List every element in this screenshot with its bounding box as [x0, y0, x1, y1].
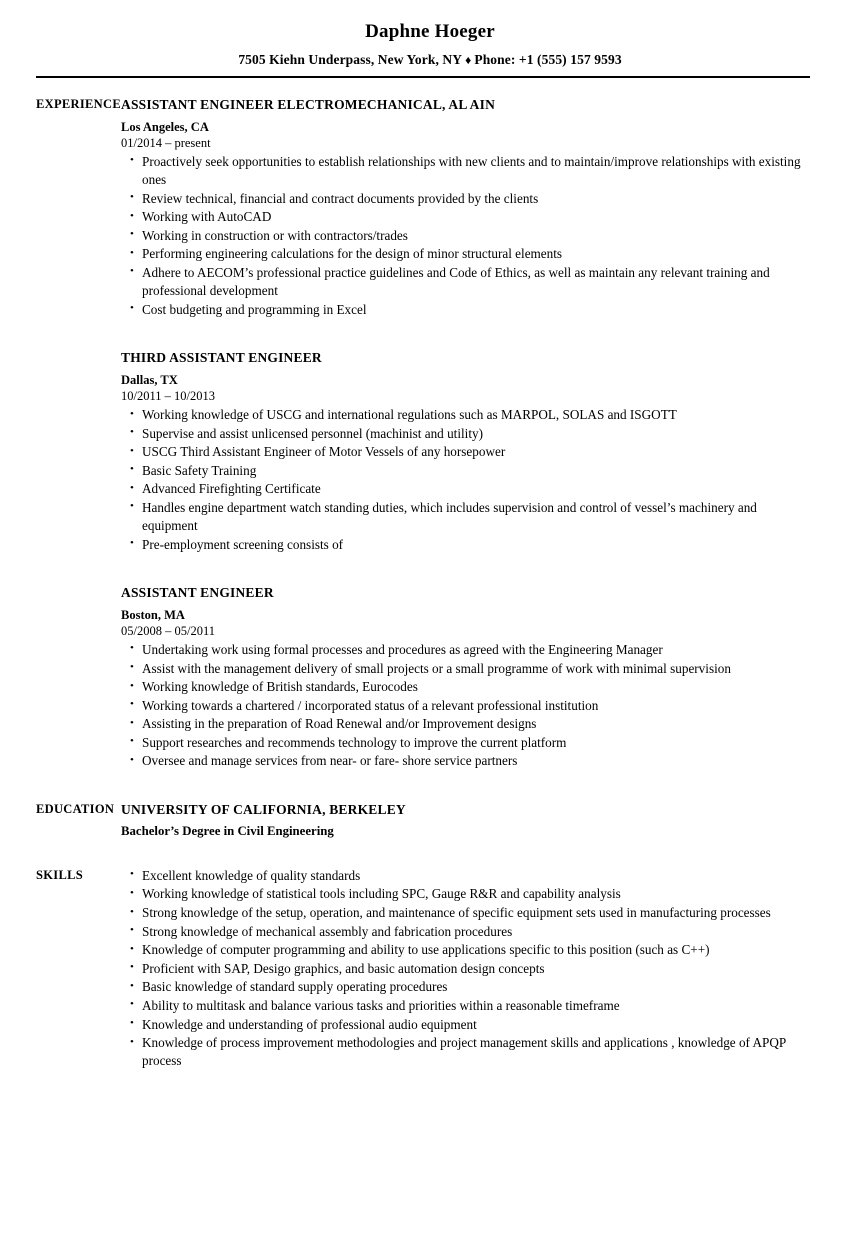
list-item: • Pre-employment screening consists of	[121, 536, 810, 554]
job-title: ASSISTANT ENGINEER	[121, 584, 274, 600]
list-item: • Working towards a chartered / incorporated status of a relevant professional institution	[121, 697, 810, 715]
list-item: • Assist with the management delivery of small projects or a small programme of work with minimal supervision	[121, 660, 810, 678]
job-location: Dallas, TX	[121, 372, 178, 387]
list-item: • Ability to multitask and balance various tasks and priorities within a reasonable timeframe	[121, 997, 810, 1015]
skills-list	[121, 867, 810, 1070]
list-item: • Supervise and assist unlicensed personnel (machinist and utility)	[121, 425, 810, 443]
job-dates: 10/2011 – 10/2013	[121, 389, 215, 404]
job-dates: 05/2008 – 05/2011	[121, 624, 215, 639]
experience-section	[0, 96, 860, 771]
skills-body	[121, 867, 860, 1071]
list-item: • Adhere to AECOM’s professional practice guidelines and Code of Ethics, as well as maintain any relevant training and professional development	[121, 264, 810, 300]
list-item: • Working knowledge of USCG and international regulations such as MARPOL, SOLAS and ISGOTT	[121, 406, 810, 424]
contact-line	[0, 52, 860, 69]
job-entry	[121, 349, 810, 554]
section-label-experience: EXPERIENCE	[36, 96, 121, 111]
list-item: • Performing engineering calculations for the design of minor structural elements	[121, 245, 810, 263]
job-title: THIRD ASSISTANT ENGINEER	[121, 349, 322, 365]
job-dates: 01/2014 – present	[121, 136, 211, 151]
experience-body	[121, 96, 860, 771]
list-item: • Basic knowledge of standard supply operating procedures	[121, 978, 810, 996]
list-item: • Strong knowledge of the setup, operation, and maintenance of specific equipment sets used in manufacturing processes	[121, 904, 810, 922]
list-item: • Knowledge of computer programming and ability to use applications specific to this position (such as C++)	[121, 941, 810, 959]
education-body	[121, 801, 860, 840]
resume-header	[0, 0, 860, 78]
list-item: • Basic Safety Training	[121, 462, 810, 480]
list-item: • Handles engine department watch standing duties, which includes supervision and control of vessel’s machinery and equipment	[121, 499, 810, 535]
list-item: • Oversee and manage services from near- or fare- shore service partners	[121, 752, 810, 770]
list-item: • Knowledge of process improvement methodologies and project management skills and applications , knowledge of APQP process	[121, 1034, 810, 1070]
job-entry	[121, 96, 810, 319]
job-responsibility-list	[121, 641, 810, 771]
list-item: • Undertaking work using formal processes and procedures as agreed with the Engineering Manager	[121, 641, 810, 659]
job-responsibility-list	[121, 153, 810, 319]
list-item: • Working knowledge of British standards, Eurocodes	[121, 678, 810, 696]
candidate-address: 7505 Kiehn Underpass, New York, NY	[238, 51, 463, 67]
list-item: • Support researches and recommends technology to improve the current platform	[121, 734, 810, 752]
candidate-phone: Phone: +1 (555) 157 9593	[474, 51, 622, 67]
list-item: • USCG Third Assistant Engineer of Motor Vessels of any horsepower	[121, 443, 810, 461]
job-responsibility-list	[121, 406, 810, 554]
list-item: • Advanced Firefighting Certificate	[121, 480, 810, 498]
job-location: Los Angeles, CA	[121, 119, 209, 134]
skills-section	[0, 867, 860, 1071]
section-label-education: EDUCATION	[36, 802, 115, 817]
list-item: • Knowledge and understanding of professional audio equipment	[121, 1016, 810, 1034]
section-label-skills: SKILLS	[36, 867, 83, 882]
list-item: • Working knowledge of statistical tools including SPC, Gauge R&R and capability analysis	[121, 885, 810, 903]
list-item: • Excellent knowledge of quality standards	[121, 867, 810, 885]
education-degree: Bachelor’s Degree in Civil Engineering	[121, 824, 334, 839]
job-title: ASSISTANT ENGINEER ELECTROMECHANICAL, AL AIN	[121, 96, 496, 112]
diamond-separator-icon: ♦	[465, 52, 472, 67]
education-section	[0, 801, 860, 840]
list-item: • Strong knowledge of mechanical assembly and fabrication procedures	[121, 923, 810, 941]
list-item: • Cost budgeting and programming in Excel	[121, 301, 810, 319]
header-divider	[36, 76, 810, 78]
list-item: • Proactively seek opportunities to establish relationships with new clients and to maintain/improve relationships with existing ones	[121, 153, 810, 189]
education-school: UNIVERSITY OF CALIFORNIA, BERKELEY	[121, 802, 406, 818]
job-location: Boston, MA	[121, 607, 185, 622]
list-item: • Working with AutoCAD	[121, 208, 810, 226]
education-entry	[121, 801, 810, 840]
list-item: • Proficient with SAP, Desigo graphics, and basic automation design concepts	[121, 960, 810, 978]
list-item: • Assisting in the preparation of Road Renewal and/or Improvement designs	[121, 715, 810, 733]
candidate-name: Daphne Hoeger	[365, 21, 495, 42]
list-item: • Working in construction or with contractors/trades	[121, 227, 810, 245]
job-entry	[121, 584, 810, 771]
list-item: • Review technical, financial and contract documents provided by the clients	[121, 190, 810, 208]
